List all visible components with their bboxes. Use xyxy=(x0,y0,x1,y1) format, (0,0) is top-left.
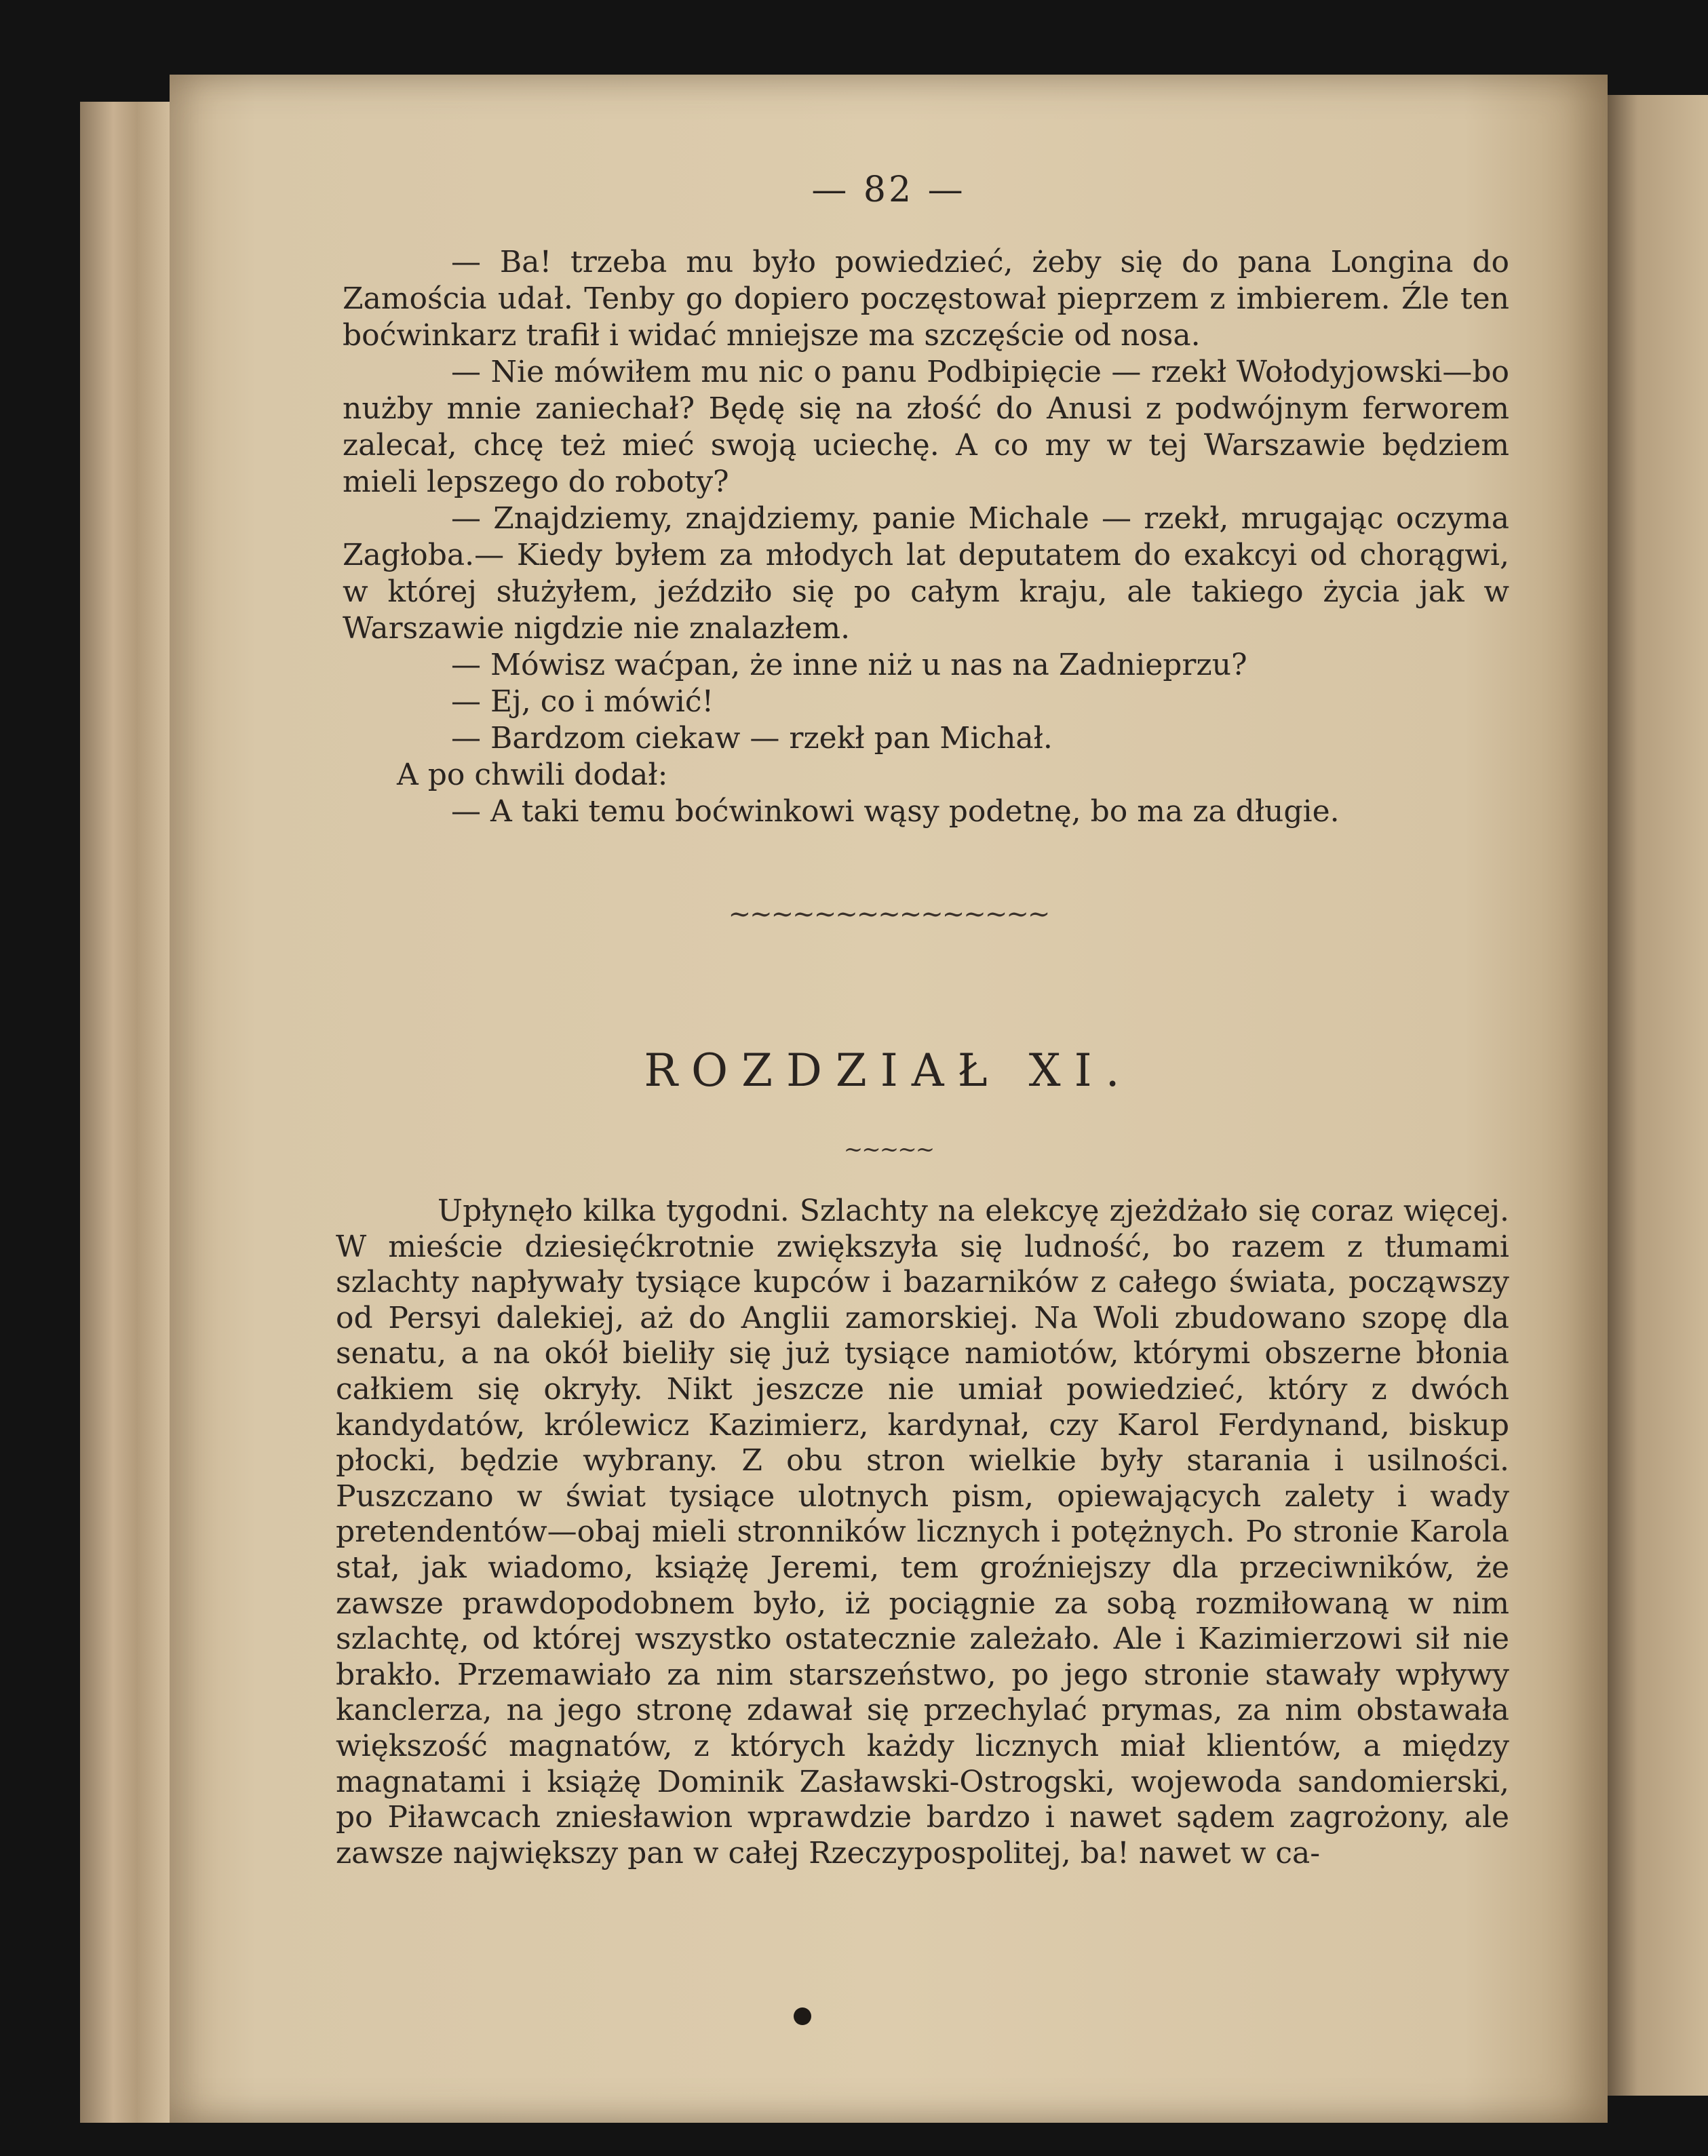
book-page xyxy=(170,75,1608,2123)
paragraph: Upłynęło kilka tygodni. Szlachty na elekcyę zjeżdżało się coraz więcej. W mieście dziesięćkrotnie zwiększyła się ludność, bo razem z tłumami szlachty napływały tysiące kupców i bazarników z całego świata, począwszy od Persyi dalekiej, aż do Anglii zamorskiej. Na Woli zbudowano szopę dla senatu, a na okół bieliły się już tysiące namiotów, którymi obszerne błonia całkiem się okryły. Nikt jeszcze nie umiał powiedzieć, który z dwóch kandydatów, królewicz Kazimierz, kardynał, czy Karol Ferdynand, biskup płocki, będzie wybrany. Z obu stron wielkie były starania i usilności. Puszczano w świat tysiące ulotnych pism, opiewających zalety i wady pretendentów—obaj mieli stronników licznych i potężnych. Po stronie Karola stał, jak wiadomo, książę Jeremi, tem groźniejszy dla przeciwników, że zawsze prawdopodobnem było, iż pociągnie za sobą rozmiłowaną w nim szlachtę, od której wszystko ostatecznie zależało. Ale i Kazimierzowi sił nie brakło. Przemawiało za nim starszeństwo, po jego stronie stawały wpływy kanclerza, na jego stronę zdawał się przechylać prymas, za nim obstawała większość magnatów, z których każdy licznych miał klientów, a między magnatami i książę Dominik Zasławski-Ostrogski, wojewoda sandomierski, po Piławcach zniesławion wprawdzie bardzo i nawet sądem zagrożony, ale zawsze największy pan w całej Rzeczypospolitej, ba! nawet w ca- xyxy=(336,1194,1509,1870)
book-page-edges xyxy=(80,102,175,2123)
ink-dot-mark xyxy=(794,2007,811,2025)
paragraph: — Znajdziemy, znajdziemy, panie Michale — rzekł, mrugając oczyma Zagłoba.— Kiedy byłem za młodych lat deputatem do exakcyi od chorągwi, w której służyłem, jeździło się po całym kraju, ale takiego życia jak w Warszawie nigdzie nie znalazłem. xyxy=(343,501,1509,646)
chapter-body xyxy=(336,1194,1509,1871)
paragraph: A po chwili dodał: xyxy=(397,758,668,792)
paragraph: — Bardzom ciekaw — rzekł pan Michał. xyxy=(451,721,1053,756)
paragraph: — Ej, co i mówić! xyxy=(451,684,714,719)
facing-page-edge xyxy=(1608,95,1708,2096)
page-number: — 82 — xyxy=(811,170,966,210)
paragraph: — Mówisz waćpan, że inne niż u nas na Zadnieprzu? xyxy=(451,648,1247,682)
dialogue-passage xyxy=(343,244,1509,830)
paragraph: — Ba! trzeba mu było powiedzieć, żeby się do pana Longina do Zamościa udał. Tenby go dopiero poczęstował pieprzem z imbierem. Źle ten boćwinkarz trafił i widać mniejsze ma szczęście od nosa. xyxy=(343,245,1509,353)
chapter-title: ROZDZIAŁ XI. xyxy=(644,1044,1133,1097)
paragraph: — Nie mówiłem mu nic o panu Podbipięcie — rzekł Wołodyjowski—bo nużby mnie zaniechał? Będę się na złość do Anusi z podwójnym ferworem zalecał, chcę też mieć swoją uciechę. A co my w tej Warszawie będziem mieli lepszego do roboty? xyxy=(343,355,1509,499)
paragraph: — A taki temu boćwinkowi wąsy podetnę, bo ma za długie. xyxy=(451,794,1340,829)
chapter-ornament: ~~~~~ xyxy=(843,1136,934,1163)
section-divider-ornament: ~~~~~~~~~~~~~~~ xyxy=(728,899,1049,930)
